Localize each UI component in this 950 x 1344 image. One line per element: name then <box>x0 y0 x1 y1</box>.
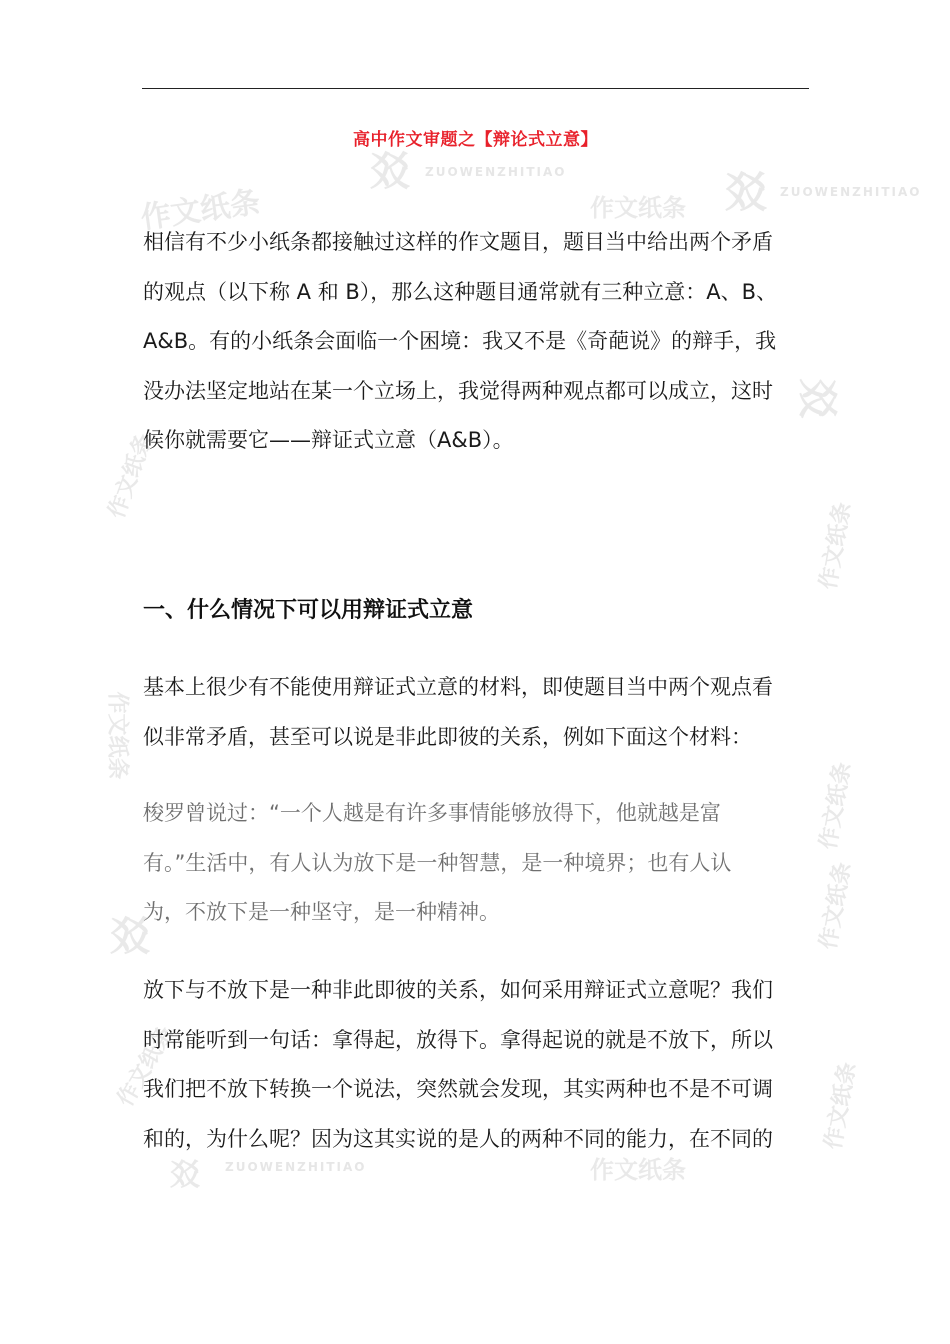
watermark-logo-15: 作文纸条 <box>590 1156 686 1184</box>
watermark-logo-7: 作文纸条 <box>816 500 856 592</box>
quote-line: 梭罗曾说过：“一个人越是有许多事情能够放得下，他就越是富 <box>143 801 721 825</box>
watermark-logo-11: 作文纸条 <box>816 860 856 952</box>
watermark-logo-3: 作文纸条 <box>590 194 686 222</box>
intro-line: 候你就需要它——辩证式立意（A&B）。 <box>143 428 514 452</box>
intro-line: A&B。有的小纸条会面临一个困境：我又不是《奇葩说》的辩手，我 <box>143 329 777 353</box>
section-heading: 一、什么情况下可以用辩证式立意 <box>143 598 474 623</box>
analysis-line: 放下与不放下是一种非此即彼的关系，如何采用辩证式立意呢？我们 <box>143 978 773 1002</box>
quote-line: 有。”生活中，有人认为放下是一种智慧，是一种境界；也有人认 <box>143 850 732 875</box>
header-rule <box>142 88 809 89</box>
document-title: 高中作文审题之【辩论式立意】 <box>353 130 598 150</box>
body-paragraph <box>143 663 808 762</box>
watermark-logo-1: 作文纸条 <box>138 184 263 237</box>
intro-paragraph <box>143 218 808 466</box>
quote-paragraph <box>143 789 808 938</box>
watermark-logo-2: 㸚 <box>370 149 410 195</box>
analysis-paragraph <box>143 966 808 1164</box>
watermark-logo-12: 作文纸条 <box>112 1022 179 1111</box>
watermark-logo-10: 㸚 <box>110 914 150 960</box>
watermark-logo-5: 㸚 <box>793 378 840 419</box>
watermark-text-3: ZUOWENZHITIAO <box>225 1160 367 1174</box>
analysis-line: 时常能听到一句话：拿得起，放得下。拿得起说的就是不放下，所以 <box>143 1027 773 1052</box>
body-line: 似非常矛盾，甚至可以说是非此即彼的关系，例如下面这个材料： <box>143 724 752 749</box>
watermark-text-1: ZUOWENZHITIAO <box>425 165 567 179</box>
watermark-logo-4: 㸚 <box>725 168 768 217</box>
watermark-logo-9: 作文纸条 <box>816 760 856 852</box>
watermark-text-2: ZUOWENZHITIAO <box>780 185 922 199</box>
analysis-line: 我们把不放下转换一个说法，突然就会发现，其实两种也不是不可调 <box>143 1077 773 1101</box>
body-line: 基本上很少有不能使用辩证式立意的材料，即使题目当中两个观点看 <box>143 675 773 699</box>
intro-line: 相信有不少小纸条都接触过这样的作文题目，题目当中给出两个矛盾 <box>143 230 773 254</box>
watermark-logo-6: 作文纸条 <box>104 430 158 522</box>
analysis-line: 和的，为什么呢？因为这其实说的是人的两种不同的能力，在不同的 <box>143 1126 773 1151</box>
intro-line: 没办法坚定地站在某一个立场上，我觉得两种观点都可以成立，这时 <box>143 378 773 403</box>
quote-line: 为，不放下是一种坚守，是一种精神。 <box>143 900 500 924</box>
watermark-logo-13: 作文纸条 <box>821 1060 861 1152</box>
watermark-logo-14: 㸚 <box>170 1158 200 1193</box>
watermark-logo-8: 作文纸条 <box>104 691 130 780</box>
intro-line: 的观点（以下称 A 和 B），那么这种题目通常就有三种立意：A、B、 <box>143 279 778 304</box>
